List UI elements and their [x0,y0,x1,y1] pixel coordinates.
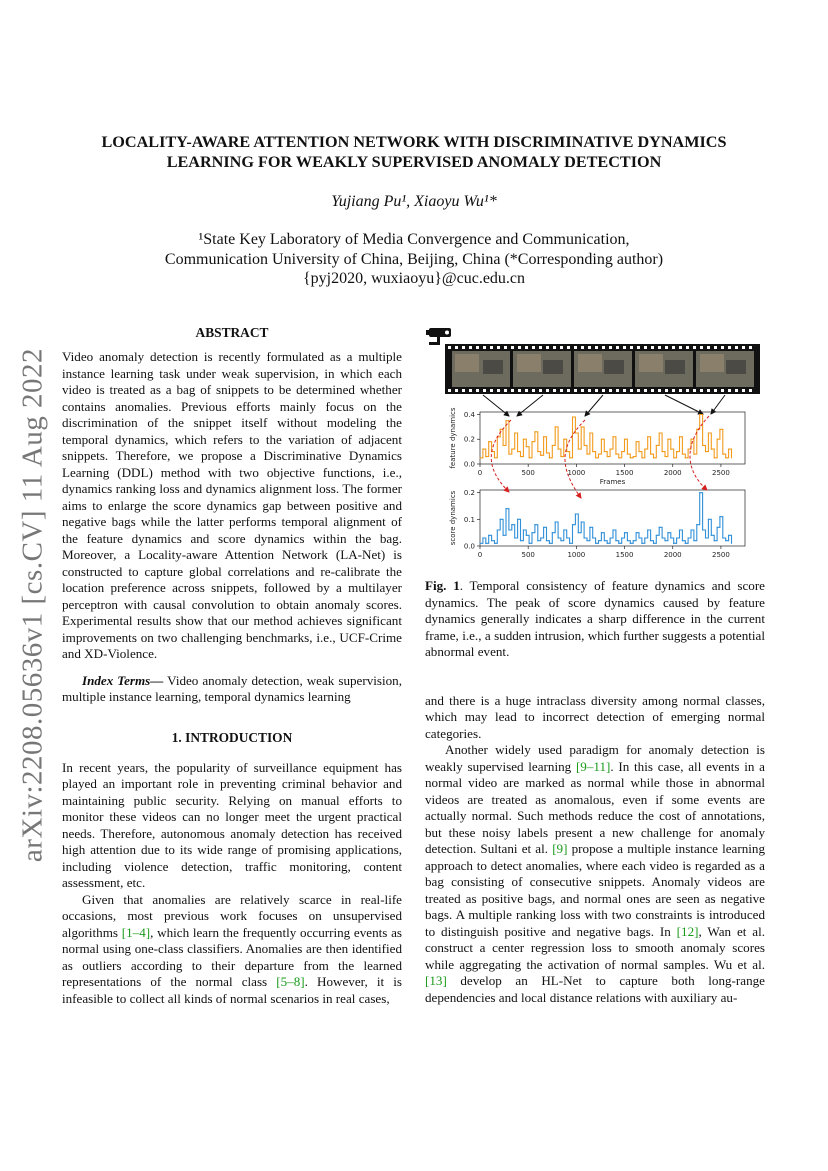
data-point [673,457,674,458]
data-point [688,449,689,450]
data-point [636,441,637,442]
data-point [667,532,668,533]
data-point [508,529,509,530]
data-point [659,432,660,433]
y-axis-label: score dynamics [449,490,457,546]
data-point [728,535,729,536]
data-point [494,543,495,544]
right-paragraph-1: and there is a huge intraclass diversity among normal classes, which may lead to incorrect detection of emerging normal categories. [425,692,765,741]
data-point [630,457,631,458]
data-point [656,535,657,536]
y-tick-label: 0.0 [463,460,475,469]
data-point [682,540,683,541]
data-point [641,543,642,544]
left-column [62,325,402,1007]
data-point [537,540,538,541]
data-point [696,524,697,525]
data-point [699,492,700,493]
y-tick-label: 0.4 [463,410,475,419]
y-tick-label: 0.2 [463,489,475,498]
data-point [479,543,480,544]
data-point [624,532,625,533]
data-point [569,543,570,544]
data-point [653,543,654,544]
data-point [676,537,677,538]
data-point [526,535,527,536]
data-point [485,456,486,457]
data-point [609,449,610,450]
data-point [549,457,550,458]
intro-paragraph-2: Given that anomalies are relatively scarce in real-life occasions, most previous work focuses on unsupervised algorithms [1–4], which learn the frequently occurring events as normal using one-class classifiers. Anomalies are then identified as outliers according to their departure from the learned representations of the normal class [5–8]. However, it is infeasible to collect all kinds of normal scenarios in real cases, [62,891,403,1006]
index-terms [62,673,402,706]
data-point [517,451,518,452]
data-point [644,537,645,538]
data-point [485,543,486,544]
data-point [529,457,530,458]
data-point [500,519,501,520]
y-tick-label: 0.0 [463,542,475,551]
data-point [563,529,564,530]
data-point [595,457,596,458]
x-tick-label: 2000 [663,469,682,477]
data-point [708,519,709,520]
data-point [719,429,720,430]
data-point [633,456,634,457]
data-point [670,537,671,538]
data-point [488,441,489,442]
data-point [592,537,593,538]
affiliation-line-2: Communication University of China, Beijing, China (*Corresponding author) [164,250,664,268]
arxiv-sidebar-stamp [8,347,58,863]
data-point [546,540,547,541]
data-point [673,543,674,544]
data-point [725,457,726,458]
data-point [699,414,700,415]
data-point [505,508,506,509]
data-point [503,445,504,446]
data-point [705,451,706,452]
data-point [722,537,723,538]
data-point [531,532,532,533]
data-point [552,532,553,533]
data-point [581,426,582,427]
data-point [497,529,498,530]
data-point [482,537,483,538]
data-point [685,543,686,544]
data-point [491,540,492,541]
data-point [500,429,501,430]
data-point [612,436,613,437]
data-point [682,453,683,454]
data-point [615,453,616,454]
data-point [540,537,541,538]
citation-link[interactable]: [1–4] [121,924,151,940]
index-terms-text: Video anomaly detection, weak supervision, multiple instance learning, temporal dynamics learning [62,672,402,704]
data-point [627,453,628,454]
author-list: Yujiang Pu¹, Xiaoyu Wu¹* [331,193,497,210]
data-point [505,420,506,421]
data-point [569,457,570,458]
video-frame-thumbnails [452,351,754,387]
data-point [708,432,709,433]
data-point [586,453,587,454]
figure-1-caption [425,578,765,661]
data-point [607,456,608,457]
data-point [572,416,573,417]
data-point [638,537,639,538]
data-point [705,537,706,538]
data-point [526,446,527,447]
x-tick-label: 1000 [567,551,586,559]
data-point [583,445,584,446]
data-point [627,540,628,541]
data-point [566,451,567,452]
figure-1-caption-text: . Temporal consistency of feature dynamics and score dynamics. The peak of score dynamics caused by feature dynamics generally indicates a sharp difference in the current frame, i.e., a sudden intrusion, which further suggests a potential abnormal event. [425,578,765,659]
right-paragraph-2: Another widely used paradigm for anomaly detection is weakly supervised learning [9–11]. In this case, all events in a normal video are marked as normal while those in abnormal videos are treated as anomalous, even if some events are actually normal. Such methods reduce the cost of annotations, but these noisy labels present a new challenge for anomaly detection. Sultani et al. [9] propose a multiple instance learning approach to detect anomalies, where each video is regarded as a bag consisting of consecutive snippets. Anomaly videos are treated as positive bags, and normal ones are seen as negative bags. A multiple ranking loss with two constraints is introduced to distinguish positive and negative bags. In [12], Wan et al. construct a center regression loss to smooth anomaly scores while aggregating the activation of normal samples. Wu et al. [13] develop an HL-Net to capture both long-range dependencies and local distance relations with auxiliary au- [425,742,765,1005]
data-point [503,535,504,536]
x-tick-label: 2000 [663,551,682,559]
data-point [714,540,715,541]
data-point [725,540,726,541]
video-film-strip [445,344,760,394]
citation-link[interactable]: [12] [676,923,699,939]
data-point [609,537,610,538]
abstract-heading: ABSTRACT [195,325,269,340]
data-point [650,540,651,541]
data-point [693,540,694,541]
data-point [511,449,512,450]
figure-1-graphic [425,320,765,572]
data-point [711,535,712,536]
affiliation-block [62,230,766,289]
title-line-1: LOCALITY-AWARE ATTENTION NETWORK WITH DISCRIMINATIVE DYNAMICS [101,133,727,151]
figure-1-label: Fig. 1 [425,578,460,593]
right-column [425,320,765,1006]
data-point [624,439,625,440]
data-point [520,540,521,541]
series-line [480,493,732,544]
x-tick-label: 2500 [711,469,730,477]
data-point [523,529,524,530]
citation-link[interactable]: [9] [552,841,568,856]
x-tick-label: 500 [521,469,535,477]
data-point [601,532,602,533]
data-point [731,457,732,458]
data-point [494,457,495,458]
data-point [664,540,665,541]
data-point [549,543,550,544]
data-point [560,456,561,457]
data-point [690,439,691,440]
y-tick-label: 0.1 [463,515,475,524]
affiliation-line-1: ¹State Key Laboratory of Media Convergence and Communication, [198,231,630,248]
data-point [702,445,703,446]
data-point [659,527,660,528]
data-point [667,439,668,440]
data-point [679,436,680,437]
x-tick-label: 0 [477,551,483,559]
data-point [607,543,608,544]
data-point [618,543,619,544]
y-tick-label: 0.2 [463,435,475,444]
data-point [598,453,599,454]
data-point [714,457,715,458]
data-point [555,426,556,427]
data-point [479,457,480,458]
data-point [731,543,732,544]
data-point [638,451,639,452]
data-point [716,527,717,528]
y-axis-label: feature dynamics [449,407,457,469]
data-point [662,451,663,452]
data-point [488,535,489,536]
data-point [543,527,544,528]
data-point [575,513,576,514]
data-point [578,449,579,450]
data-point [566,537,567,538]
introduction-heading: 1. INTRODUCTION [171,729,293,745]
data-point [578,532,579,533]
score-dynamics-chart [449,489,745,559]
data-point [653,457,654,458]
x-tick-label: 1000 [567,469,586,477]
title-line-2: LEARNING FOR WEAKLY SUPERVISED ANOMALY DETECTION [166,153,662,171]
data-point [537,451,538,452]
data-point [555,521,556,522]
data-point [534,431,535,432]
data-point [664,456,665,457]
frame-to-peak-arrows [483,395,725,416]
data-point [618,457,619,458]
data-point [511,524,512,525]
arxiv-identifier: arXiv:2208.05636v1 [cs.CV] 11 Aug 2022 [16,347,49,863]
data-point [592,451,593,452]
data-point [693,453,694,454]
data-point [719,516,720,517]
data-point [621,537,622,538]
data-point [696,429,697,430]
data-point [716,439,717,440]
citation-link[interactable]: [5–8] [276,974,305,989]
data-point [583,537,584,538]
data-point [557,537,558,538]
index-terms-label: Index Terms— [82,672,164,688]
data-point [514,432,515,433]
citation-link[interactable]: [9–11] [575,758,611,774]
data-point [586,540,587,541]
data-point [690,529,691,530]
data-point [636,532,637,533]
data-point [589,527,590,528]
data-point [604,540,605,541]
data-point [531,441,532,442]
surveillance-camera-icon [426,328,451,345]
x-tick-label: 2500 [711,551,730,559]
data-point [546,452,547,453]
data-point [514,537,515,538]
data-point [563,439,564,440]
data-point [728,449,729,450]
x-tick-label: 1500 [615,551,634,559]
data-point [517,519,518,520]
data-point [711,449,712,450]
data-point [612,529,613,530]
data-point [595,543,596,544]
data-point [534,524,535,525]
x-tick-label: 500 [521,551,535,559]
abstract-paragraph: Video anomaly detection is recently formulated as a multiple instance learning task under weak supervision, in which each video is treated as a bag of snippets to be determined whether contains anomalies. Previous efforts mainly focus on the discrimination of the snippet itself without modeling the temporal dynamics, which refers to the variation of adjacent snippets. Therefore, we propose a Discriminative Dynamics Learning (DDL) method with two objective functions, i.e., dynamics ranking loss and dynamics alignment loss. The former aims to enlarge the score dynamics gap between positive and negative bags while the latter performs temporal alignment of the feature dynamics and score dynamics within the bag. Moreover, a Locality-aware Attention Network (LA-Net) is constructed to capture global correlations and re-calibrate the location preference across snippets, followed by a multilayer perceptron with causal convolution to obtain anomaly scores. Experimental results show that our method achieves significant improvements on two challenging benchmarks, i.e., UCF-Crime and XD-Violence. [62,349,402,661]
intro-paragraph-1: In recent years, the popularity of surveillance equipment has played an important role in preventing criminal behavior and maintaining public security. Relying on manual efforts to monitor these videos can no longer meet the urgent practical needs. Therefore, autonomous anomaly detection has received high attention due to its wide range of promising applications, including violence detection, traffic monitoring, content assessment, etc. [62,759,402,890]
data-point [552,445,553,446]
data-point [633,540,634,541]
data-point [644,449,645,450]
data-point [688,537,689,538]
data-point [598,540,599,541]
data-point [670,449,671,450]
x-tick-label: 1500 [615,469,634,477]
data-point [702,529,703,530]
data-point [482,449,483,450]
data-point [508,453,509,454]
data-point [647,436,648,437]
data-point [630,543,631,544]
data-point [543,436,544,437]
data-point [604,451,605,452]
data-point [722,453,723,454]
data-point [529,543,530,544]
data-point [650,453,651,454]
data-point [621,451,622,452]
data-point [575,432,576,433]
data-point [647,529,648,530]
data-point [581,521,582,522]
x-axis-label: Frames [599,478,626,486]
data-point [676,451,677,452]
data-point [520,456,521,457]
data-point [540,455,541,456]
x-tick-label: 0 [477,469,483,477]
data-point [572,524,573,525]
data-point [685,457,686,458]
data-point [589,432,590,433]
data-point [615,540,616,541]
figure-1 [425,320,765,572]
data-point [560,540,561,541]
paper-title [62,132,766,172]
data-point [523,439,524,440]
citation-link[interactable]: [13] [425,973,447,988]
data-point [601,439,602,440]
data-point [641,457,642,458]
author-emails: {pyj2020, wuxiaoyu}@cuc.edu.cn [302,270,526,287]
data-point [679,529,680,530]
data-point [662,537,663,538]
data-point [656,445,657,446]
data-point [557,449,558,450]
